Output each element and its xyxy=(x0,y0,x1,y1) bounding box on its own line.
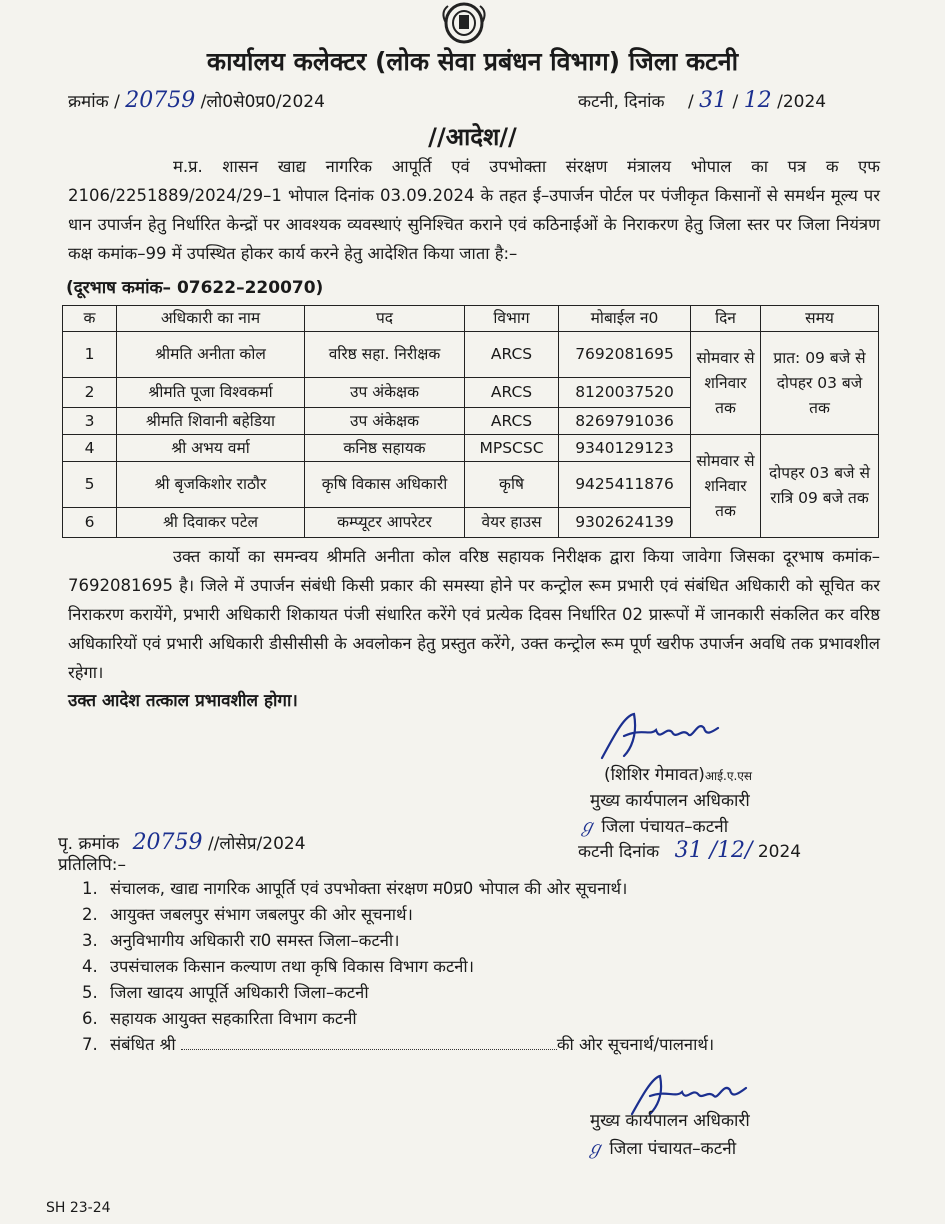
ref-number-handwritten: 20759 xyxy=(125,88,196,113)
header-dept: विभाग xyxy=(465,306,559,332)
cell-name: श्री दिवाकर पटेल xyxy=(117,508,305,538)
paragraph-1-text: म.प्र. शासन खाद्य नागरिक आपूर्ति एवं उपभोक्ता संरक्षण मंत्रालय भोपाल का पत्र क एफ 2106/2251889/2024/29–1 भोपाल दिनांक 03.09.2024 के तहत ई–उपार्जन पोर्टल पर पंजीकृत किसानों से समर्थन मूल्य पर धान उपार्जन हेतु निर्धारित केन्द्रों पर आवश्यक व्यवस्थाएं सुनिश्चित कराने एवं कठिनाईओं के निराकरण हेतु जिला स्तर पर जिला नियंत्रण कक्ष कमांक–99 में उपस्थित होकर कार्य करने हेतु आदेशित किया जाता है:– xyxy=(68,157,880,263)
cell-sno: 6 xyxy=(63,508,117,538)
header-mobile: मोबाईल न0 xyxy=(559,306,691,332)
cell-sno: 3 xyxy=(63,408,117,435)
signatory-name: (शिशिर गेमावत) xyxy=(604,765,705,785)
signatory-office-line xyxy=(578,812,728,838)
cell-post: कृषि विकास अधिकारी xyxy=(305,462,465,508)
ref-prefix: क्रमांक xyxy=(68,92,109,112)
handwritten-mark: ℊ xyxy=(578,816,596,837)
list-item: 4. उपसंचालक किसान कल्याण तथा कृषि विकास विभाग कटनी। xyxy=(82,957,474,976)
copy-date-handwritten: 31 /12/ xyxy=(674,838,753,863)
copy-ref-number-handwritten: 20759 xyxy=(132,830,203,855)
signatory-2-office-line xyxy=(586,1134,736,1160)
copy-date-prefix: कटनी दिनांक xyxy=(578,842,660,862)
copy-heading: प्रतिलिपि:– xyxy=(58,855,126,875)
cell-mobile: 9302624139 xyxy=(559,508,691,538)
cell-dept: MPSCSC xyxy=(465,435,559,462)
table-header-row xyxy=(63,306,879,332)
ref-suffix: /लो0से0प्र0/2024 xyxy=(200,92,325,112)
effective-line: उक्त आदेश तत्काल प्रभावशील होगा। xyxy=(68,691,298,711)
date-prefix: कटनी, दिनांक xyxy=(578,92,665,112)
cell-post: वरिष्ठ सहा. निरीक्षक xyxy=(305,332,465,378)
office-title: कार्यालय कलेक्टर (लोक सेवा प्रबंधन विभाग) जिला कटनी xyxy=(206,47,739,76)
header-post: पद xyxy=(305,306,465,332)
copy-date-year: 2024 xyxy=(757,842,802,862)
list-item: 5. जिला खादय आपूर्ति अधिकारी जिला–कटनी xyxy=(82,983,369,1002)
handwritten-signature-1 xyxy=(594,706,734,766)
cell-post: कनिष्ठ सहायक xyxy=(305,435,465,462)
cell-name: श्रीमति शिवानी बहेडिया xyxy=(117,408,305,435)
header-sno: क xyxy=(63,306,117,332)
cell-dept: वेयर हाउस xyxy=(465,508,559,538)
government-seal-icon xyxy=(436,2,492,44)
control-room-phone: (दूरभाष कमांक– 07622–220070) xyxy=(66,278,324,298)
cell-day-group-1: सोमवार से शनिवार तक xyxy=(691,332,761,435)
table-row xyxy=(63,435,879,462)
cell-name: श्रीमति अनीता कोल xyxy=(117,332,305,378)
list-item: 1. संचालक, खाद्य नागरिक आपूर्ति एवं उपभोक्ता संरक्षण म0प्र0 भोपाल की ओर सूचनार्थ। xyxy=(82,879,628,898)
reference-line: क्रमांक / 20759 /लो0से0प्र0/2024 xyxy=(68,88,325,113)
cell-mobile: 9340129123 xyxy=(559,435,691,462)
signatory-office: जिला पंचायत–कटनी xyxy=(601,817,729,837)
date-line: कटनी, दिनांक / 31 / 12 /2024 xyxy=(578,88,827,113)
cell-dept: ARCS xyxy=(465,378,559,408)
cell-mobile: 9425411876 xyxy=(559,462,691,508)
cell-mobile: 8120037520 xyxy=(559,378,691,408)
date-year: /2024 xyxy=(777,92,827,112)
header-time: समय xyxy=(761,306,879,332)
paragraph-2-text: उक्त कार्यो का समन्वय श्रीमति अनीता कोल वरिष्ठ सहायक निरीक्षक द्वारा किया जावेगा जिसका दूरभाष कमांक–7692081695 है। जिले में उपार्जन संबंधी किसी प्रकार की समस्या होने पर कन्ट्रोल रूम प्रभारी एवं संबंधित अधिकारी को सूचित कर निराकरण करायेंगे, प्रभारी अधिकारी शिकायत पंजी संधारित करेंगे एवं प्रत्येक दिवस निर्धारित 02 प्रारूपों में जानकारी संकलित कर वरिष्ठ अधिकारियों एवं प्रभारी अधिकारी डीसीसीसी के अवलोकन हेतु प्रस्तुत करेंगे, उक्त कन्ट्रोल रूम पूर्ण खरीफ उपार्जन अवधि तक प्रभावशील रहेगा। xyxy=(68,547,880,682)
cell-time-group-1: प्रात: 09 बजे से दोपहर 03 बजे तक xyxy=(761,332,879,435)
cell-name: श्री अभय वर्मा xyxy=(117,435,305,462)
copy-reference-line: पृ. क्रमांक 20759 //लोसेप्र/2024 xyxy=(58,830,306,855)
copy-ref-prefix: पृ. क्रमांक xyxy=(58,834,120,854)
cell-time-group-2: दोपहर 03 बजे से रात्रि 09 बजे तक xyxy=(761,435,879,538)
copy-date-line xyxy=(578,838,801,863)
signatory-designation: मुख्य कार्यपालन अधिकारी xyxy=(590,791,750,811)
list-item: 3. अनुविभागीय अधिकारी रा0 समस्त जिला–कटनी। xyxy=(82,931,400,950)
cell-post: उप अंकेक्षक xyxy=(305,378,465,408)
list-item: 6. सहायक आयुक्त सहकारिता विभाग कटनी xyxy=(82,1009,357,1028)
signatory-2-office: जिला पंचायत–कटनी xyxy=(609,1139,737,1159)
order-paragraph-1 xyxy=(68,152,880,268)
cell-dept: ARCS xyxy=(465,408,559,435)
cell-post: कम्प्यूटर आपरेटर xyxy=(305,508,465,538)
order-paragraph-2 xyxy=(68,542,880,687)
table-row xyxy=(63,332,879,378)
cell-name: श्रीमति पूजा विश्वकर्मा xyxy=(117,378,305,408)
header-day: दिन xyxy=(691,306,761,332)
cell-dept: कृषि xyxy=(465,462,559,508)
date-month-handwritten: 12 xyxy=(743,88,772,113)
header-name: अधिकारी का नाम xyxy=(117,306,305,332)
cell-sno: 5 xyxy=(63,462,117,508)
cell-day-group-2: सोमवार से शनिवार तक xyxy=(691,435,761,538)
signatory-name-line xyxy=(604,762,752,785)
cell-dept: ARCS xyxy=(465,332,559,378)
list-item: 2. आयुक्त जबलपुर संभाग जबलपुर की ओर सूचनार्थ। xyxy=(82,905,413,924)
handwritten-mark: ℊ xyxy=(586,1138,604,1159)
officer-duty-table xyxy=(62,305,879,538)
order-title: //आदेश// xyxy=(428,123,517,151)
signatory-2-designation: मुख्य कार्यपालन अधिकारी xyxy=(590,1111,750,1131)
copy-list xyxy=(82,876,714,1058)
date-day-handwritten: 31 xyxy=(699,88,728,113)
cell-name: श्री बृजकिशोर राठौर xyxy=(117,462,305,508)
list-item: 7. संबंधित श्री की ओर सूचनार्थ/पालनार्थ। xyxy=(82,1035,715,1054)
cell-mobile: 8269791036 xyxy=(559,408,691,435)
footer-code: SH 23-24 xyxy=(46,1200,111,1216)
blank-fill-line xyxy=(181,1035,557,1050)
cell-sno: 4 xyxy=(63,435,117,462)
cell-sno: 1 xyxy=(63,332,117,378)
signatory-suffix: आई.ए.एस xyxy=(704,769,753,783)
copy-ref-suffix: /लोसेप्र/2024 xyxy=(213,834,306,854)
cell-sno: 2 xyxy=(63,378,117,408)
cell-mobile: 7692081695 xyxy=(559,332,691,378)
cell-post: उप अंकेक्षक xyxy=(305,408,465,435)
